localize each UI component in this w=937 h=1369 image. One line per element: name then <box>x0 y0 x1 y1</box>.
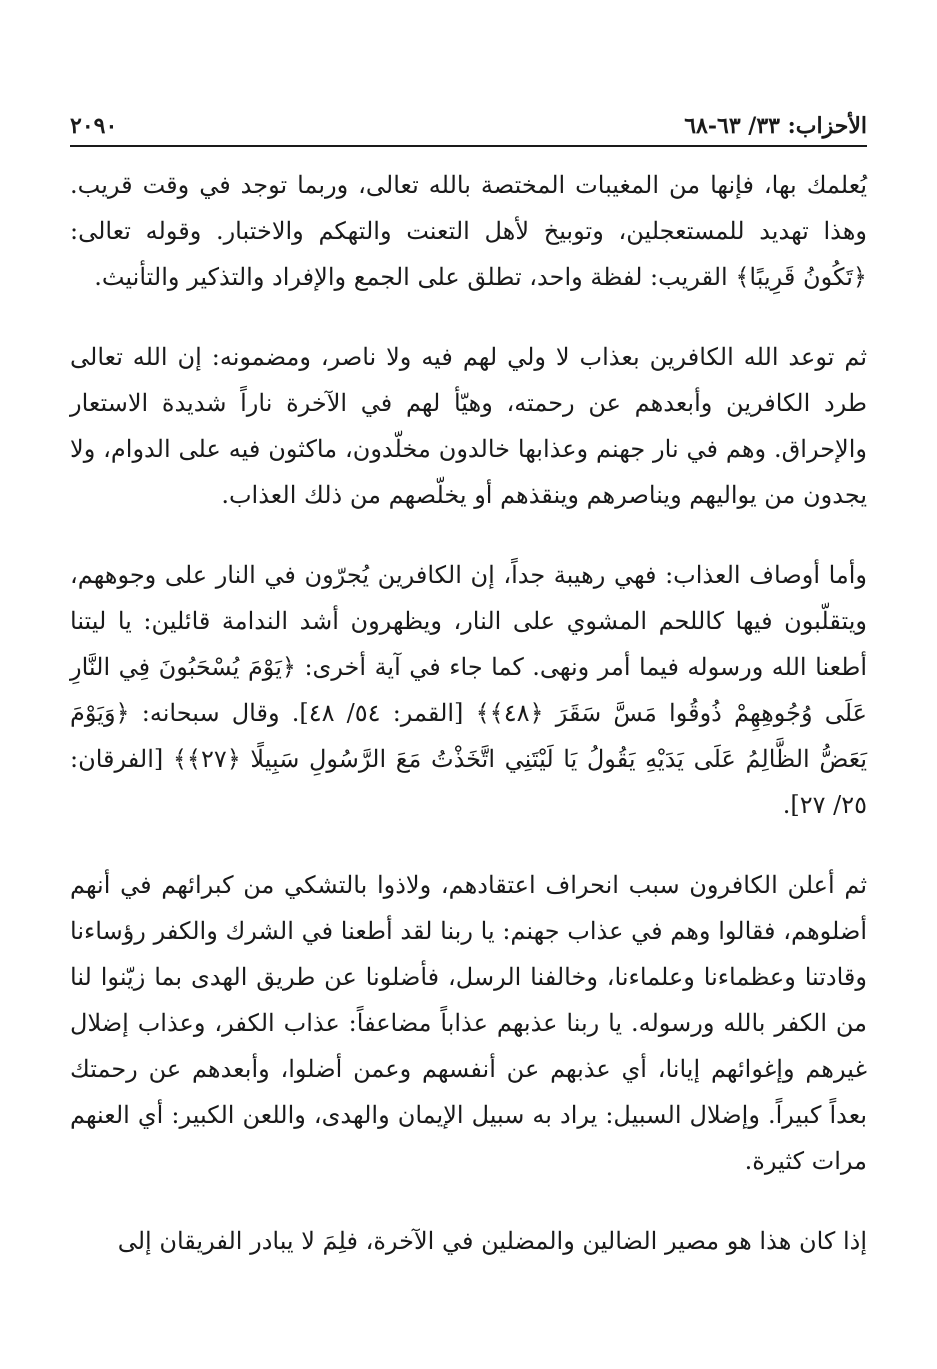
book-page <box>70 0 867 1369</box>
page-number: ٢٠٩٠ <box>70 113 118 139</box>
paragraph-1: يُعلمك بها، فإنها من المغيبات المختصة بالله تعالى، وربما توجد في وقت قريب. وهذا تهديد للمستعجلين، وتوبيخ لأهل التعنت والتهكم والاختبار. وقوله تعالى: ﴿تَكُونُ قَرِيبًا﴾ القريب: لفظة واحد، تطلق على الجمع والإفراد والتذكير والتأنيث. <box>70 171 867 291</box>
paragraph-4: ثم أعلن الكافرون سبب انحراف اعتقادهم، ولاذوا بالتشكي من كبرائهم في أنهم أضلوهم، فقالوا وهم في عذاب جهنم: يا ربنا لقد أطعنا في الشرك والكفر رؤساءنا وقادتنا وعظماءنا وعلماءنا، وخالفنا الرسل، فأضلونا عن طريق الهدى بما زيّنوا لنا من الكفر بالله ورسوله. يا ربنا عذبهم عذاباً مضاعفاً: عذاب الكفر، وعذاب إضلال غيرهم وإغوائهم إيانا، أي عذبهم عن أنفسهم وعمن أضلوا، وأبعدهم عن رحمتك بعداً كبيراً. وإضلال السبيل: يراد به سبيل الإيمان والهدى، واللعن الكبير: أي العنهم مرات كثيرة. <box>70 871 867 1175</box>
paragraph-2: ثم توعد الله الكافرين بعذاب لا ولي لهم فيه ولا ناصر، ومضمونه: إن الله تعالى طرد الكافرين وأبعدهم عن رحمته، وهيّأ لهم في الآخرة ناراً شديدة الاستعار والإحراق. وهم في نار جهنم وعذابها خالدون مخلّدون، ماكثون فيه على الدوام، ولا يجدون من يواليهم ويناصرهم وينقذهم أو يخلّصهم من ذلك العذاب. <box>70 343 867 509</box>
paragraph-3: وأما أوصاف العذاب: فهي رهيبة جداً، إن الكافرين يُجرّون في النار على وجوههم، ويتقلّبون فيها كاللحم المشوي على النار، ويظهرون أشد الندامة قائلين: يا ليتنا أطعنا الله ورسوله فيما أمر ونهى. كما جاء في آية أخرى: ﴿يَوْمَ يُسْحَبُونَ فِي النَّارِ عَلَى وُجُوهِهِمْ ذُوقُوا مَسَّ سَقَرَ ﴿٤٨﴾﴾ [القمر: ٥٤/ ٤٨]. وقال سبحانه: ﴿وَيَوْمَ يَعَضُّ الظَّالِمُ عَلَى يَدَيْهِ يَقُولُ يَا لَيْتَنِي اتَّخَذْتُ مَعَ الرَّسُولِ سَبِيلًا ﴿٢٧﴾﴾ [الفرقان: ٢٥/ ٢٧]. <box>70 561 867 819</box>
surah-reference: الأحزاب: ٣٣/ ٦٣-٦٨ <box>684 113 867 139</box>
page-body <box>70 162 867 1298</box>
page-header <box>70 108 867 144</box>
header-divider <box>70 145 867 147</box>
paragraph-5: إذا كان هذا هو مصير الضالين والمضلين في الآخرة، فلِمَ لا يبادر الفريقان إلى <box>117 1227 867 1255</box>
